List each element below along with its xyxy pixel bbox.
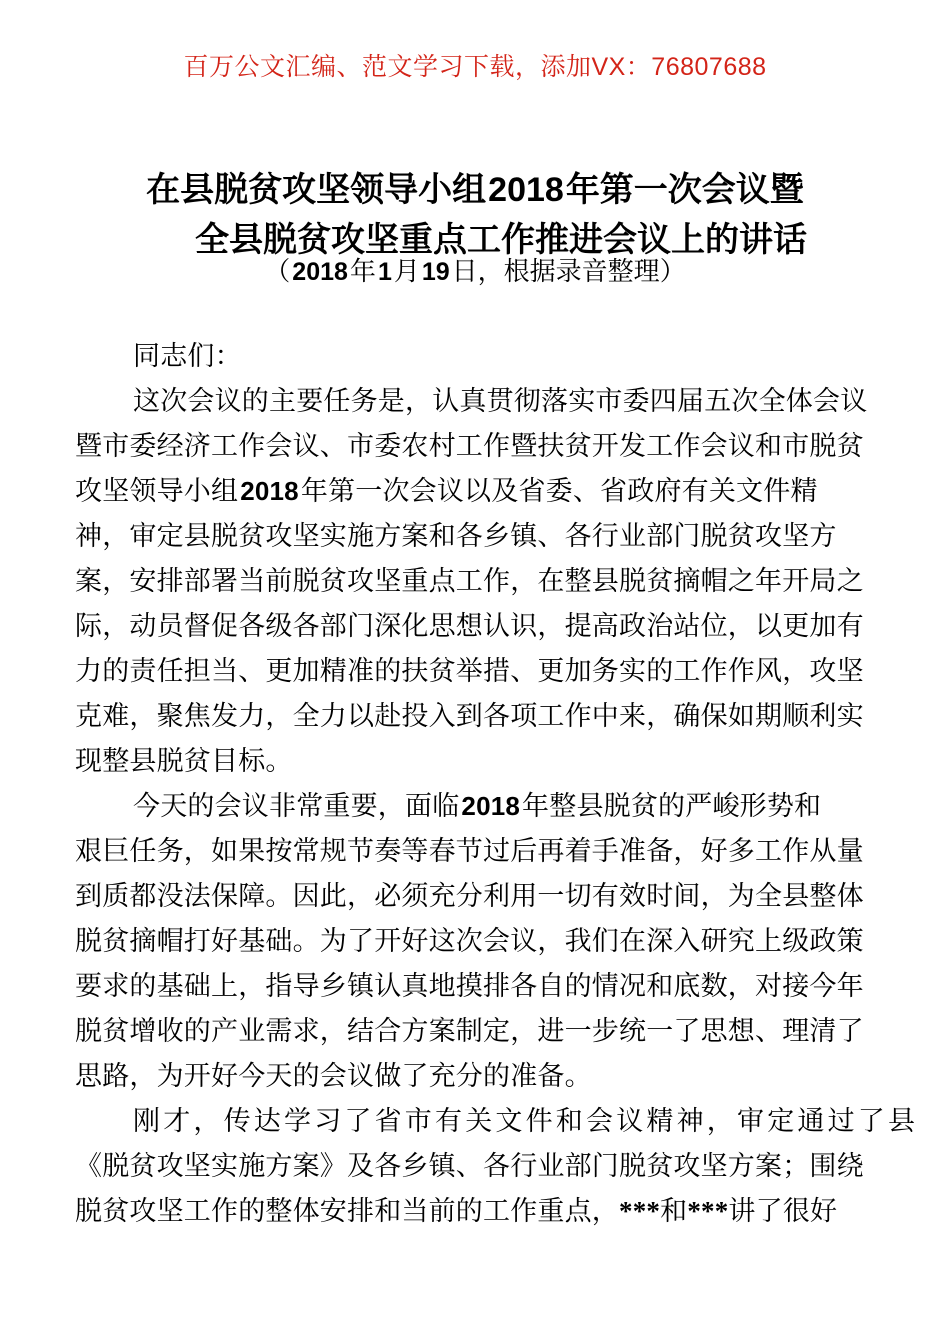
body-line <box>75 559 864 604</box>
body-line <box>75 919 864 964</box>
body-line-text: 脱贫摘帽打好基础。为了开好这次会议，我们在深入研究上级政策 <box>75 926 864 956</box>
body-line-text: 力的责任担当、更加精准的扶贫举措、更加务实的工作作风，攻坚 <box>75 656 864 686</box>
document-title-line-2: 全县脱贫攻坚重点工作推进会议上的讲话 <box>195 220 807 259</box>
body-line-text: 要求的基础上，指导乡镇认真地摸排各自的情况和底数，对接今年 <box>75 971 864 1001</box>
body-line-suffix: 年整县脱贫的严峻形势和 <box>522 791 822 821</box>
body-line <box>75 514 847 559</box>
body-line-suffix: 年第一次会议以及省委、省政府有关文件精 <box>300 476 818 506</box>
subtitle-day-unit: 日，根据录音整理 <box>451 257 660 286</box>
body-line <box>75 694 864 739</box>
body-line-prefix: 今天的会议非常重要，面临 <box>133 791 460 821</box>
body-line-text: 暨市委经济工作会议、市委农村工作暨扶贫开发工作会议和市脱贫 <box>75 431 864 461</box>
subtitle-year-unit: 年 <box>349 257 376 286</box>
body-line-text: 案，安排部署当前脱贫攻坚重点工作，在整县脱贫摘帽之年开局之 <box>75 566 864 596</box>
document-title-line-1 <box>75 165 875 215</box>
document-title <box>75 165 875 265</box>
document-body <box>75 334 919 1234</box>
body-line <box>75 1054 847 1099</box>
body-line <box>75 1189 847 1234</box>
body-line-text: 这次会议的主要任务是，认真贯彻落实市委四届五次全体会议 <box>133 386 868 416</box>
body-line-text: 脱贫攻坚工作的整体安排和当前的工作重点， <box>75 1196 619 1226</box>
body-line-text: 思路，为开好今天的会议做了充分的准备。 <box>75 1061 592 1091</box>
body-line <box>75 1009 864 1054</box>
body-line-text: 到质都没法保障。因此，必须充分利用一切有效时间，为全县整体 <box>75 881 864 911</box>
title-line1-prefix: 在县脱贫攻坚领导小组 <box>146 170 487 209</box>
subtitle-close-paren: ） <box>659 257 686 286</box>
body-line <box>75 469 847 514</box>
body-line <box>75 739 847 784</box>
body-line <box>75 1099 919 1144</box>
body-line <box>75 1144 864 1189</box>
redaction-mark: *** <box>619 1196 661 1226</box>
document-subtitle <box>75 252 875 292</box>
subtitle-month: 1 <box>377 258 392 286</box>
title-line1-suffix: 年第一次会议暨 <box>565 170 804 209</box>
subtitle-day: 19 <box>421 258 450 286</box>
body-line-text: 克难，聚焦发力，全力以赴投入到各项工作中来，确保如期顺利实 <box>75 701 864 731</box>
body-line <box>75 964 864 1009</box>
body-line-number: 2018 <box>240 476 299 506</box>
body-line-number: 2018 <box>461 791 521 821</box>
body-line <box>75 829 864 874</box>
body-line <box>75 649 864 694</box>
body-line <box>75 379 868 424</box>
body-line <box>75 424 864 469</box>
body-line-text: 刚才，传达学习了省市有关文件和会议精神，审定通过了县 <box>133 1106 919 1136</box>
body-line <box>75 874 864 919</box>
subtitle-year: 2018 <box>292 258 348 286</box>
body-line-text: 艰巨任务，如果按常规节奏等春节过后再着手准备，好多工作从量 <box>75 836 864 866</box>
body-line <box>75 784 847 829</box>
body-line-text: 神，审定县脱贫攻坚实施方案和各乡镇、各行业部门脱贫攻坚方 <box>75 521 837 551</box>
body-line-text: 《脱贫攻坚实施方案》及各乡镇、各行业部门脱贫攻坚方案；围绕 <box>75 1151 864 1181</box>
body-line-text: 现整县脱贫目标。 <box>75 746 293 776</box>
body-line <box>75 334 847 379</box>
body-line <box>75 604 864 649</box>
body-line-text: 讲了很好 <box>728 1196 838 1226</box>
body-line-text: 际，动员督促各级各部门深化思想认识，提高政治站位，以更加有 <box>75 611 864 641</box>
title-year-number: 2018 <box>488 170 564 209</box>
redaction-mark: *** <box>687 1196 729 1226</box>
body-line-text: 和 <box>660 1196 688 1226</box>
body-line-text: 同志们： <box>133 341 242 371</box>
subtitle-open-paren: （ <box>264 257 291 286</box>
body-line-text: 脱贫增收的产业需求，结合方案制定，进一步统一了思想、理清了 <box>75 1016 864 1046</box>
promo-header-text: 百万公文汇编、范文学习下载，添加VX：76807688 <box>183 53 767 81</box>
subtitle-month-unit: 月 <box>393 257 420 286</box>
body-line-prefix: 攻坚领导小组 <box>75 476 239 506</box>
